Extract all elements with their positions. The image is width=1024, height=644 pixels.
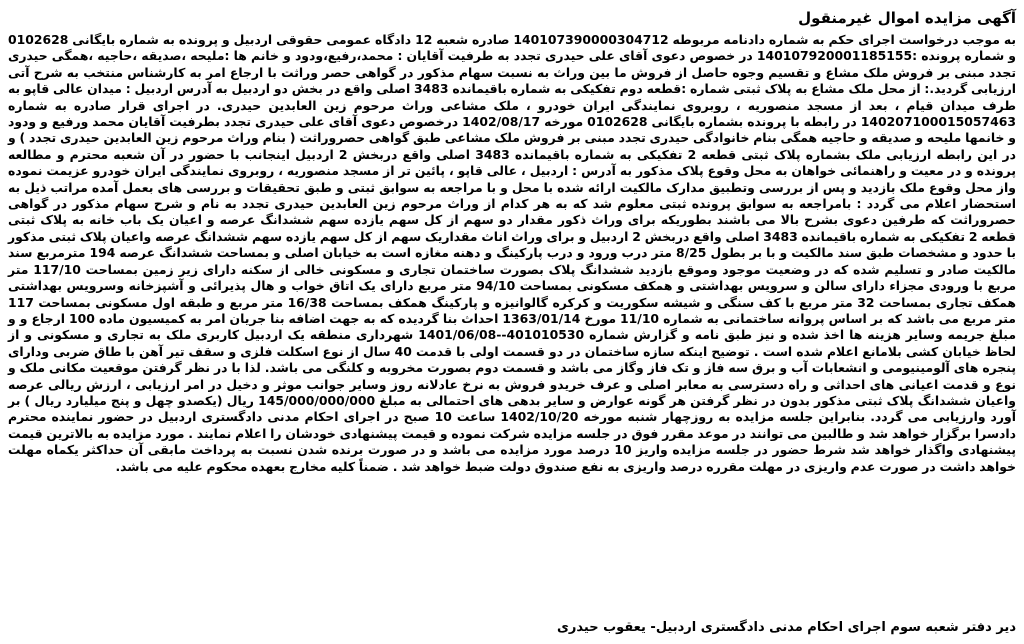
notice-footer: دیر دفتر شعبه سوم اجرای احکام مدنی دادگستری اردبیل- یعقوب حیدری: [557, 620, 1016, 635]
notice-title: آگهی مزایده اموال غیرمنقول: [798, 9, 1016, 27]
notice-body: به موجب درخواست اجرای حکم به شماره دادنامه مربوطه 140107390000304712 صادره شعبه 12 دادگاه عمومی حقوقی اردبیل و پرونده به شماره بایگانی 0102628 و شماره پرونده :140107920001185155 در خصوص دعوی آقای علی حیدری تجدد به طرفیت آقایان : محمد،رفیع،ودود و خانم ها :ملیحه ،صدیقه ،حاجیه ،همگی حیدری تجدد مبنی بر فروش ملک مشاع و تقسیم وجوه حاصل از فروش ما بین وراث به نسبت سهام مذکور در گواهی حصر وراثت با ارجاع امر به کارشناس منتخب به شرح آتی ارزیابی گردید.: از محل ملک مشاع به پلاک ثبتی شماره :قطعه دوم تفکیکی به شماره باقیمانده 3483 اصلی واقع در بخش دو اردبیل به آدرس اردبیل : میدان عالی قاپو به طرف میدان قیام ، بعد از مسجد منصوریه ، روبروی نمایندگی ایران خودرو ، ملک مشاعی وراث مرحوم زین العابدین حیدری. در اجرای قرار صادره به شماره 140207100015057463 در رابطه با پرونده بشماره بایگانی 0102628 مورخه 1402/08/17 درخصوص دعوی آقای علی حیدری تجدد بطرفیت آقایان محمد ورفیع و ودود و خانمها ملیحه و صدیقه و حاجیه همگی بنام خانوادگی حیدری تجدد مبنی بر فروش ملک مشاعی طبق گواهی حصروراثت ( بنام وراث مرحوم زین العابدین حیدری تجدد ) و در این رابطه ارزیابی ملک بشماره پلاک ثبتی قطعه 2 تفکیکی به شماره باقیمانده 3483 اصلی واقع دربخش 2 اردبیل اینجانب با حضور در آن شعبه محترم و مطالعه پرونده و در معیت و راهنمائی خواهان به محل وقوع پلاک مذکور به آدرس : اردبیل ، عالی قاپو ، پائین تر از مسجد منصوریه ، روبروی نمایندگی ایران خودرو عزیمت نموده واز محل وقوع ملک بازدید و پس از بررسی وتطبیق مدارک مالکیت ارائه شده با محل و با مراجعه به سوابق ثبتی و طبق تحقیقات و بررسی های بعمل آمده مراتب ذیل به استحضار اعلام می گردد : بامراجعه به سوابق پرونده ثبتی معلوم شد که به هر کدام از وراث مرحوم زین العابدین حیدری تجدد به نام و شرح سهام مذکور در گواهی حصروراثت که طرفین دعوی بشرح بالا می باشند بطوریکه برای وراث ذکور مقدار دو سهم از کل سهم یازده سهم ششدانگ عرصه و اعیان یک باب خانه به پلاک ثبتی قطعه 2 تفکیکی به شماره باقیمانده 3483 اصلی واقع دربخش 2 اردبیل و برای وراث اناث مقداریک سهم از کل سهم یازده سهم ششدانگ عرصه واعیان پلاک ثبتی مذکور با حدود و مشخصات طبق سند مالکیت و با بر بطول 8/25 متر درب ورود و درب پارکینگ و دهنه مغازه است به خیابان اصلی و بمساحت ششدانگ عرصه 194 مترمربع سند مالکیت صادر و تسلیم شده که در وضعیت موجود وموقع بازدید ششدانگ پلاک بصورت ساختمان تجاری و مسکونی خالی از سکنه دارای زیر زمین بمساحت 117/10 متر مربع با ورودی مجزاء دارای سالن و سرویس بهداشتی و همکف مسکونی بمساحت 94/10 متر مربع دارای یک اتاق خواب و هال پذیرائی و آشپزخانه وسرویس بهداشتی همکف تجاری بمساحت 32 متر مربع با کف سنگی و شیشه سکوریت و کرکره گالوانیزه و پارکینگ همکف بمساحت 16/38 متر مربع و طبقه اول مسکونی بمساحت 117 متر مربع می باشد که بر اساس پروانه ساختمانی به شماره 11/10 مورخ 1363/01/14 احداث بنا گردیده که به جهت اضافه بنا جریان امر به کمیسیون ماده 100 ارجاع و و مبلغ جریمه وسایر هزینه ها اخذ شده و نیز طبق نامه و گزارش شماره 401010530--1401/06/08 شهرداری منطقه یک اردبیل کاربری ملک به تجاری و مسکونی و از لحاظ خیابان کشی بلامانع اعلام شده است . توضیح اینکه سازه ساختمان در دو قسمت اولی با قدمت 40 سال از نوع اسکلت فلزی و سقف تیر آهن با طاق ضربی ودارای پنجره های آلومینیومی و انشعابات آب و برق سه فاز و تک فاز وگاز می باشد و قسمت دوم بصورت مخروبه و کلنگی می باشد. لذا با در نظر گرفتن موقعیت مکانی ملک و نوع و قدمت اعیانی های احداثی و راه دسترسی به معابر اصلی و عرف خریدو فروش به نرخ عادلانه روز وسایر جوانب موثر و دخیل در امر ارزیابی ، ارزش ریالی عرصه واعیان ششدانگ پلاک ثبتی مذکور بدون در نظر گرفتن هر گونه عوارض و سایر بدهی های احتمالی به مبلغ 145/000/000/000 ریال (یکصدو چهل و پنج میلیارد ریال ) بر آورد وارزیابی می گردد. بنابراین جلسه مزایده به روزچهار شنبه مورخه 1402/10/20 ساعت 10 صبح در اجرای احکام مدنی دادگستری اردبیل در حضور نماینده محترم دادسرا برگزار خواهد شد و طالبین می توانند در موعد مقرر فوق در جلسه مزایده شرکت نموده و قیمت پیشنهادی خودشان را اعلام نمایند . مورد مزایده به بالاترین قیمت پیشنهادی واگذار خواهد شد شرط حضور در جلسه مزایده واریز 10 درصد مورد مزایده می باشد و در صورت برنده شدن نسبت به پرداخت مابقی آن حداکثر یکماه مهلت خواهد داشت در صورت عدم واریزی در مهلت مقرره درصد واریزی به نفع صندوق دولت ضبط خواهد شد . ضمناً کلیه مخارج بعهده محکوم علیه می باشد.: [8, 32, 1017, 474]
